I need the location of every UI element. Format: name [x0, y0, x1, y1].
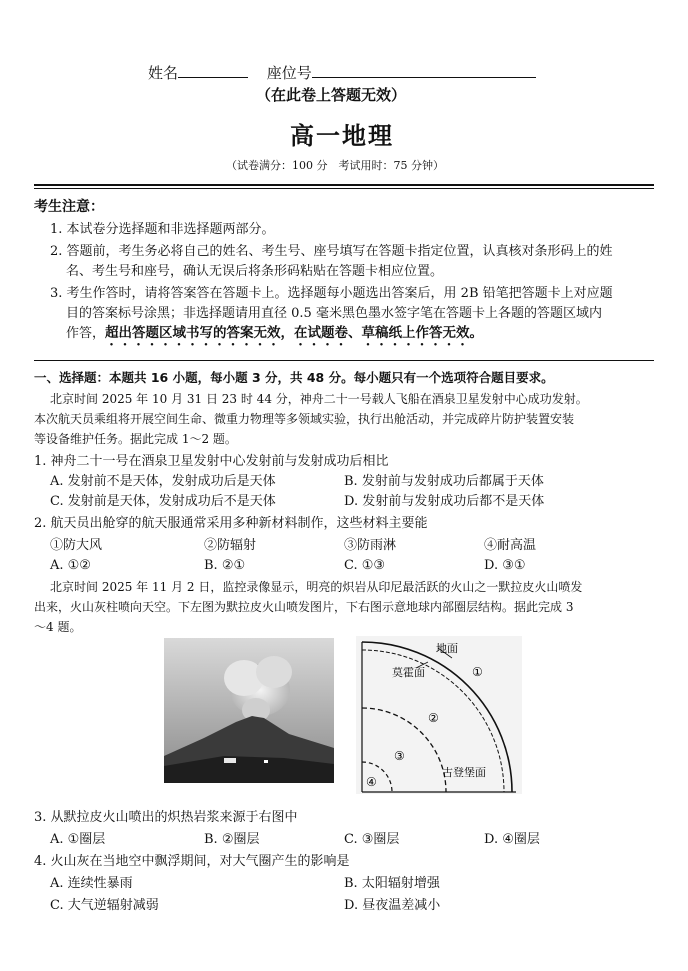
notice-heading: 考生注意：	[34, 199, 104, 215]
q1-option-c[interactable]: C. 发射前是天体，发射成功后不是天体	[50, 494, 276, 509]
q3-option-b[interactable]: B. ②圈层	[204, 832, 260, 847]
q4-option-c[interactable]: C. 大气逆辐射减弱	[50, 898, 159, 913]
notice-item-1: 1. 本试卷分选择题和非选择题两部分。	[50, 222, 275, 237]
volcano-photo	[164, 638, 334, 783]
q2-stem: 2. 航天员出舱穿的航天服通常采用多种新材料制作，这些材料主要能	[34, 516, 428, 531]
label-layer-1: ①	[472, 665, 483, 679]
q1-option-b[interactable]: B. 发射前与发射成功后都属于天体	[344, 474, 544, 489]
notice-emphasis: 超出答题区域书写的答案无效，在试题卷、草稿纸上作答无效。	[105, 325, 484, 341]
q3-option-d[interactable]: D. ④圈层	[484, 832, 540, 847]
name-label: 姓名	[148, 64, 179, 82]
q3-option-c[interactable]: C. ③圈层	[344, 832, 400, 847]
page-title: 高一地理	[290, 122, 394, 150]
passage1-line-1: 北京时间 2025 年 10 月 31 日 23 时 44 分，神舟二十一号载人飞船在酒泉卫星发射中心成功发射。	[50, 392, 588, 406]
notice-rule	[34, 360, 654, 361]
header-rule-top	[34, 184, 654, 186]
label-gutenberg: 古登堡面	[442, 766, 486, 779]
passage2-line-3: ～4 题。	[34, 620, 82, 634]
q2-option-d[interactable]: D. ③①	[484, 558, 526, 573]
passage1-line-3: 等设备维护任务。据此完成 1～2 题。	[34, 432, 237, 446]
q1-option-d[interactable]: D. 发射前与发射成功后都不是天体	[344, 494, 545, 509]
q4-option-b[interactable]: B. 太阳辐射增强	[344, 876, 440, 891]
label-layer-2: ②	[428, 711, 439, 725]
notice-item-2-cont: 名、考生号和座号，确认无误后将条形码粘贴在答题卡相应位置。	[66, 264, 444, 279]
q2-option-a[interactable]: A. ①②	[50, 558, 91, 573]
q2-item-3: ③防雨淋	[344, 538, 397, 553]
notice-item-2: 2. 答题前，考生务必将自己的姓名、考生号、座号填写在答题卡指定位置，认真核对条形码上的姓	[50, 244, 613, 259]
earth-layers-diagram	[356, 636, 522, 794]
passage1-line-2: 本次航天员乘组将开展空间生命、微重力物理等多领域实验，执行出舱活动，并完成碎片防护装置安装	[34, 412, 575, 426]
q3-option-a[interactable]: A. ①圈层	[50, 832, 106, 847]
name-blank[interactable]	[178, 63, 248, 78]
volcano-image	[164, 638, 334, 783]
q1-stem: 1. 神舟二十一号在酒泉卫星发射中心发射前与发射成功后相比	[34, 454, 389, 469]
student-info-line	[148, 62, 536, 83]
header-rule-bottom	[34, 188, 654, 189]
q2-item-1: ①防大风	[50, 538, 103, 553]
q2-option-b[interactable]: B. ②①	[204, 558, 246, 573]
q2-option-c[interactable]: C. ①③	[344, 558, 386, 573]
q4-stem: 4. 火山灰在当地空中飘浮期间，对大气圈产生的影响是	[34, 854, 350, 869]
notice-item-3-cont: 目的答案标号涂黑；非选择题请用直径 0.5 毫米黑色墨水签字笔在答题卡上各题的答题区域内	[66, 306, 602, 321]
notice-item-3-end	[66, 324, 686, 349]
seat-blank[interactable]	[312, 63, 536, 78]
q1-option-a[interactable]: A. 发射前不是天体，发射成功后是天体	[50, 474, 276, 489]
label-ground: 地面	[436, 642, 458, 655]
label-layer-3: ③	[394, 749, 405, 763]
seat-label: 座位号	[266, 64, 312, 82]
exam-info: （试卷满分：100 分 考试用时：75 分钟）	[226, 159, 444, 172]
q2-item-4: ④耐高温	[484, 538, 537, 553]
notice-item-3: 3. 考生作答时，请将答案答在答题卡上。选择题每小题选出答案后，用 2B 铅笔把答题卡上对应题	[50, 286, 613, 301]
label-moho: 莫霍面	[392, 666, 425, 679]
q2-item-2: ②防辐射	[204, 538, 257, 553]
invalid-note: （在此卷上答题无效）	[256, 86, 407, 104]
q4-option-a[interactable]: A. 连续性暴雨	[50, 876, 133, 891]
passage2-line-2: 出来，火山灰柱喷向天空。下左图为默拉皮火山喷发图片，下右图示意地球内部圈层结构。据此完成 3	[34, 600, 574, 614]
q3-stem: 3. 从默拉皮火山喷出的炽热岩浆来源于右图中	[34, 810, 298, 825]
section-heading: 一、选择题：本题共 16 小题，每小题 3 分，共 48 分。每小题只有一个选项符合题目要求。	[34, 370, 554, 385]
earth-layers-svg	[356, 636, 522, 794]
label-layer-4: ④	[366, 775, 377, 789]
passage2-line-1: 北京时间 2025 年 11 月 2 日，监控录像显示，明亮的炽岩从印尼最活跃的火山之一默拉皮火山喷发	[50, 580, 583, 594]
notice-item-3-tail: 作答，	[66, 326, 106, 341]
q4-option-d[interactable]: D. 昼夜温差减小	[344, 898, 441, 913]
